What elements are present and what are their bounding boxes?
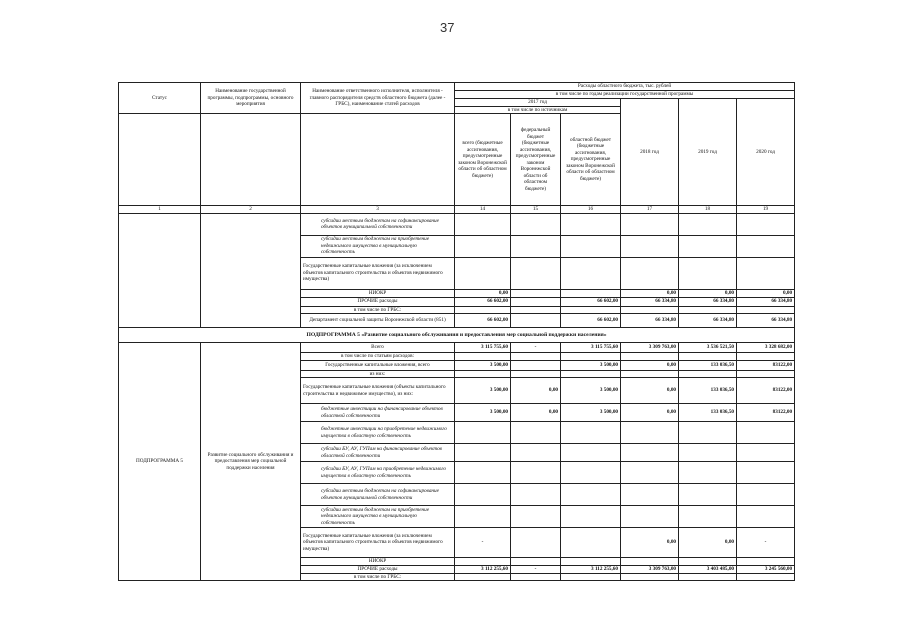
header-2017: 2017 год (455, 99, 621, 107)
row-label: НИОКР (301, 558, 455, 566)
row-value: 3 309 763,00 (621, 343, 679, 353)
row-value (679, 484, 737, 506)
row-value (561, 213, 621, 235)
row-value (511, 462, 561, 484)
row-value: 3 328 682,00 (737, 343, 795, 353)
row-value: 83122,00 (737, 378, 795, 404)
row-label: ПРОЧИЕ расходы (301, 565, 455, 573)
row-value: - (511, 343, 561, 353)
row-value: 0,00 (737, 289, 795, 297)
row-value: 3 500,00 (561, 404, 621, 422)
row-value (511, 506, 561, 528)
row-value (561, 370, 621, 378)
row-value: 3 500,00 (455, 404, 511, 422)
column-number: 14 (455, 206, 511, 214)
row-value (737, 422, 795, 444)
row-value: 66 334,80 (679, 314, 737, 328)
row-value: - (511, 565, 561, 573)
row-value (737, 306, 795, 314)
row-value: 0,00 (621, 360, 679, 370)
row-value (511, 370, 561, 378)
header-2020: 2020 год (737, 99, 795, 206)
row-value (561, 289, 621, 297)
row-value (679, 257, 737, 289)
header-total: всего (бюджетные ассигнования, предусмотренные законом Воронежской области об областном бюджете) (455, 114, 511, 206)
row-value: 83122,00 (737, 360, 795, 370)
row-label: ПРОЧИЕ расходы (301, 297, 455, 306)
column-number: 2 (201, 206, 301, 214)
row-value (621, 484, 679, 506)
column-number: 15 (511, 206, 561, 214)
row-value: 0,00 (621, 528, 679, 558)
row-value (737, 462, 795, 484)
row-value: 0,00 (455, 289, 511, 297)
row-value (679, 235, 737, 257)
row-value (455, 506, 511, 528)
header-budget: Расходы областного бюджета, тыс. рублей (455, 83, 795, 91)
row-value (621, 353, 679, 361)
row-value (737, 484, 795, 506)
row-label: Государственные капитальные вложения (за исключением объектов капитального строительства и объектов недвижимого имущества) (301, 257, 455, 289)
row-label: Всего (301, 343, 455, 353)
row-value (679, 213, 737, 235)
row-value (511, 444, 561, 462)
row-value (737, 370, 795, 378)
status-cell-empty (119, 213, 201, 328)
row-value (561, 484, 621, 506)
row-value: 3 112 255,60 (561, 565, 621, 573)
row-value (621, 462, 679, 484)
header-years: в том числе по годам реализации государственной программы (455, 91, 795, 99)
row-value (561, 257, 621, 289)
row-label: в том числе по ГРБС: (301, 306, 455, 314)
row-value: 0,00 (511, 404, 561, 422)
row-value (621, 558, 679, 566)
row-value (621, 213, 679, 235)
row-value (455, 235, 511, 257)
row-value: 3 500,00 (561, 378, 621, 404)
row-value (679, 558, 737, 566)
row-value (737, 257, 795, 289)
row-value: - (455, 528, 511, 558)
row-value (561, 306, 621, 314)
row-value (455, 422, 511, 444)
row-value (737, 506, 795, 528)
row-value (511, 422, 561, 444)
row-value (621, 422, 679, 444)
row-label: субсидии местным бюджетам на приобретение недвижимого имущества в муниципальную собственность (301, 235, 455, 257)
row-label: бюджетные инвестиции на финансирование объектов областной собственности (301, 404, 455, 422)
row-value (455, 306, 511, 314)
row-value (679, 370, 737, 378)
row-value (511, 573, 561, 581)
row-value (621, 506, 679, 528)
row-label: из них: (301, 370, 455, 378)
row-value: 133 036,50 (679, 404, 737, 422)
row-value (737, 558, 795, 566)
row-label: субсидии местным бюджетам на приобретение недвижимого имущества в муниципальную собственность (301, 506, 455, 528)
row-label: бюджетные инвестиции на приобретение недвижимого имущества в областную собственность (301, 422, 455, 444)
row-value (679, 353, 737, 361)
row-label: Департамент социальной защиты Воронежской области (851) (301, 314, 455, 328)
row-value: 133 036,50 (679, 360, 737, 370)
row-value: 0,00 (679, 528, 737, 558)
row-value (621, 257, 679, 289)
row-value (737, 573, 795, 581)
row-value (511, 306, 561, 314)
row-value (561, 506, 621, 528)
row-value: 66 602,00 (561, 314, 621, 328)
row-value: 66 602,00 (455, 297, 511, 306)
row-value (561, 462, 621, 484)
row-value (561, 235, 621, 257)
row-value: 133 036,50 (679, 378, 737, 404)
row-label: Государственные капитальные вложения (за исключением объектов капитального строительства и объектов недвижимого имущества) (301, 528, 455, 558)
row-value: 3 115 755,60 (561, 343, 621, 353)
row-value: 3 500,00 (561, 360, 621, 370)
row-value (511, 257, 561, 289)
header-2018: 2018 год (621, 99, 679, 206)
row-label: Государственные капитальные вложения (объекты капитального строительства и недвижимое имущество), из них: (301, 378, 455, 404)
row-value (511, 235, 561, 257)
header-regional: областной бюджет (бюджетные ассигнования, предусмотренные законом Воронежской области об областном бюджете) (561, 114, 621, 206)
row-value (679, 506, 737, 528)
row-value (737, 213, 795, 235)
table-row (119, 213, 795, 235)
row-value (455, 257, 511, 289)
row-value (561, 444, 621, 462)
row-value (455, 444, 511, 462)
row-value (621, 235, 679, 257)
row-value (561, 558, 621, 566)
row-value (455, 213, 511, 235)
header-federal: федеральный бюджет (бюджетные ассигнования, предусмотренные законом Воронежской области об областном бюджете) (511, 114, 561, 206)
column-number: 17 (621, 206, 679, 214)
row-label: Государственные капитальные вложения, всего (301, 360, 455, 370)
row-label: в том числе по ГРБС: (301, 573, 455, 581)
row-value: 0,00 (679, 289, 737, 297)
row-value (511, 558, 561, 566)
row-value: 3 245 560,00 (737, 565, 795, 573)
row-value (561, 573, 621, 581)
row-value: 3 403 485,00 (679, 565, 737, 573)
row-value (511, 213, 561, 235)
header-sources: в том числе по источникам (455, 106, 621, 114)
column-number: 16 (561, 206, 621, 214)
row-label: в том числе по статьям расходов: (301, 353, 455, 361)
row-value (679, 306, 737, 314)
header-executor: Наименование ответственного исполнителя, исполнителя - главного распорядителя средств областного бюджета (далее - ГРБС), наименование статей расходов (301, 83, 455, 114)
row-value (679, 462, 737, 484)
row-value (679, 444, 737, 462)
row-value (455, 353, 511, 361)
row-value (511, 289, 561, 297)
row-value: 0,00 (621, 378, 679, 404)
row-value (511, 360, 561, 370)
row-value (511, 484, 561, 506)
row-value (679, 422, 737, 444)
row-value: 66 334,80 (621, 297, 679, 306)
budget-table (118, 82, 795, 581)
row-value: 0,00 (621, 289, 679, 297)
page-number: 37 (440, 20, 455, 35)
row-value: 3 500,00 (455, 360, 511, 370)
column-number: 1 (119, 206, 201, 214)
header-2019: 2019 год (679, 99, 737, 206)
row-value (511, 314, 561, 328)
row-value: 66 334,80 (679, 297, 737, 306)
name-cell-empty (201, 213, 301, 328)
row-value (511, 528, 561, 558)
row-value: 66 334,80 (737, 314, 795, 328)
row-value (561, 528, 621, 558)
row-value (455, 558, 511, 566)
row-value: 66 602,00 (561, 297, 621, 306)
row-value (455, 573, 511, 581)
row-value (679, 573, 737, 581)
row-value (455, 462, 511, 484)
subprogram-name: Развитие социального обслуживания и предоставления мер социальной поддержки населения (201, 343, 301, 581)
row-label: субсидии БУ, АУ, ГУПам на финансирование объектов областной собственности (301, 444, 455, 462)
table-row (119, 343, 795, 353)
row-label: субсидии БУ, АУ, ГУПам на приобретение недвижимого имущества в областную собственность (301, 462, 455, 484)
row-value (621, 444, 679, 462)
header-name: Наименование государственной программы, подпрограммы, основного мероприятия (201, 83, 301, 114)
column-number: 3 (301, 206, 455, 214)
row-label: НИОКР (301, 289, 455, 297)
subprogram-status: ПОДПРОГРАММА 5 (119, 343, 201, 581)
column-number: 18 (679, 206, 737, 214)
row-value: 66 334,80 (737, 297, 795, 306)
row-value (455, 370, 511, 378)
row-value (737, 444, 795, 462)
row-label: субсидии местным бюджетам на софинансирование объектов муниципальной собственности (301, 484, 455, 506)
row-value: 3 112 255,60 (455, 565, 511, 573)
row-value (511, 297, 561, 306)
row-value: 0,00 (621, 404, 679, 422)
row-value (621, 573, 679, 581)
row-value (621, 370, 679, 378)
row-value: 0,00 (511, 378, 561, 404)
row-value: 83122,00 (737, 404, 795, 422)
row-value: 66 602,00 (455, 314, 511, 328)
row-value: 66 334,80 (621, 314, 679, 328)
row-value (561, 422, 621, 444)
row-value (561, 353, 621, 361)
row-value (621, 306, 679, 314)
row-value (737, 353, 795, 361)
row-label: субсидии местным бюджетам на софинансирование объектов муниципальной собственности (301, 213, 455, 235)
row-value (455, 484, 511, 506)
row-value (511, 353, 561, 361)
row-value: - (737, 528, 795, 558)
header-status: Статус (119, 83, 201, 114)
row-value: 3 309 763,00 (621, 565, 679, 573)
subprogram-title: ПОДПРОГРАММА 5 «Развитие социального обслуживания и предоставления мер социальной поддержки населения» (119, 328, 795, 343)
row-value (737, 235, 795, 257)
row-value: 3 536 521,50 (679, 343, 737, 353)
row-value: 3 115 755,60 (455, 343, 511, 353)
row-value: 3 500,00 (455, 378, 511, 404)
column-number: 19 (737, 206, 795, 214)
